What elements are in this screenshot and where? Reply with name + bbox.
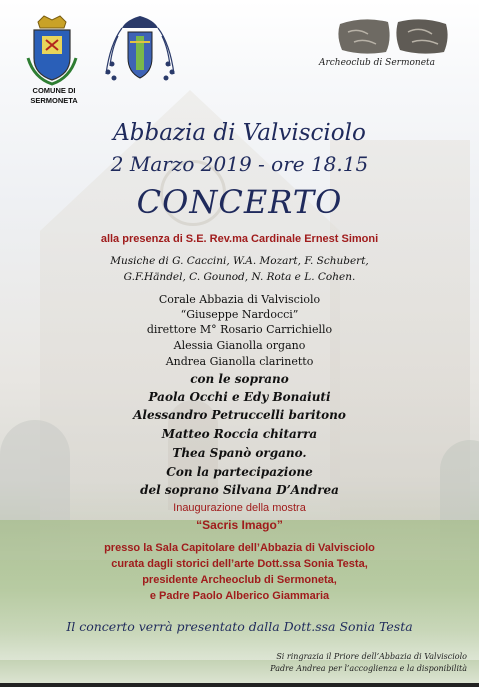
performer-line: Corale Abbazia di Valvisciolo bbox=[158, 293, 321, 306]
exhibition-line: e Padre Paolo Alberico Giammaria bbox=[149, 590, 330, 602]
music-line-1: Musiche di G. Caccini, W.A. Mozart, F. Schubert, bbox=[110, 255, 369, 267]
presenter-line: Il concerto verrà presentato dalla Dott.ssa Sonia Testa bbox=[66, 619, 413, 634]
exhibition-name: “Sacris Imago” bbox=[196, 518, 283, 532]
soloist-line: del soprano Silvana D’Andrea bbox=[140, 483, 339, 497]
exhibition-line: curata dagli storici dell’arte Dott.ssa Sonia Testa, bbox=[111, 558, 368, 570]
archeoclub-logo-icon bbox=[334, 14, 452, 58]
exhibition-intro: Inaugurazione della mostra bbox=[173, 502, 306, 514]
bottom-border bbox=[0, 683, 479, 687]
exhibition-line: presso la Sala Capitolare dell’Abbazia di Valvisciolo bbox=[104, 542, 375, 554]
cardinal-coat-of-arms-icon bbox=[100, 14, 180, 84]
soloist-line: Alessandro Petruccelli baritono bbox=[133, 408, 346, 422]
soloist-line: Con la partecipazione bbox=[166, 465, 313, 479]
thanks-line: Padre Andrea per l’accoglienza e la disponibilità bbox=[270, 664, 467, 673]
soloist-line: Paola Occhi e Edy Bonaiuti bbox=[148, 390, 331, 404]
soloist-line: Thea Spanò organo. bbox=[172, 446, 307, 460]
sermoneta-coat-of-arms-icon bbox=[24, 14, 80, 86]
performer-line: “Giuseppe Nardocci” bbox=[180, 308, 299, 321]
performer-line: direttore M° Rosario Carrichiello bbox=[146, 323, 333, 336]
abbey-title: Abbazia di Valvisciolo bbox=[113, 120, 366, 146]
presence-line: alla presenza di S.E. Rev.ma Cardinale Ernest Simoni bbox=[100, 233, 379, 245]
thanks-line: Si ringrazia il Priore dell’Abbazia di Valvisciolo bbox=[276, 652, 467, 661]
performer-line: Andrea Gianolla clarinetto bbox=[165, 355, 314, 368]
comune-label: COMUNE DI SERMONETA bbox=[30, 86, 78, 105]
event-title: CONCERTO bbox=[136, 183, 343, 221]
music-line-2: G.F.Händel, C. Gounod, N. Rota e L. Cohen. bbox=[123, 271, 356, 283]
performer-line: Alessia Gianolla organo bbox=[173, 339, 306, 352]
soloist-line: con le soprano bbox=[190, 372, 289, 386]
soloist-line: Matteo Roccia chitarra bbox=[161, 427, 318, 441]
event-date: 2 Marzo 2019 - ore 18.15 bbox=[110, 152, 369, 176]
archeoclub-label: Archeoclub di Sermoneta bbox=[318, 58, 436, 68]
exhibition-line: presidente Archeoclub di Sermoneta, bbox=[142, 574, 337, 586]
